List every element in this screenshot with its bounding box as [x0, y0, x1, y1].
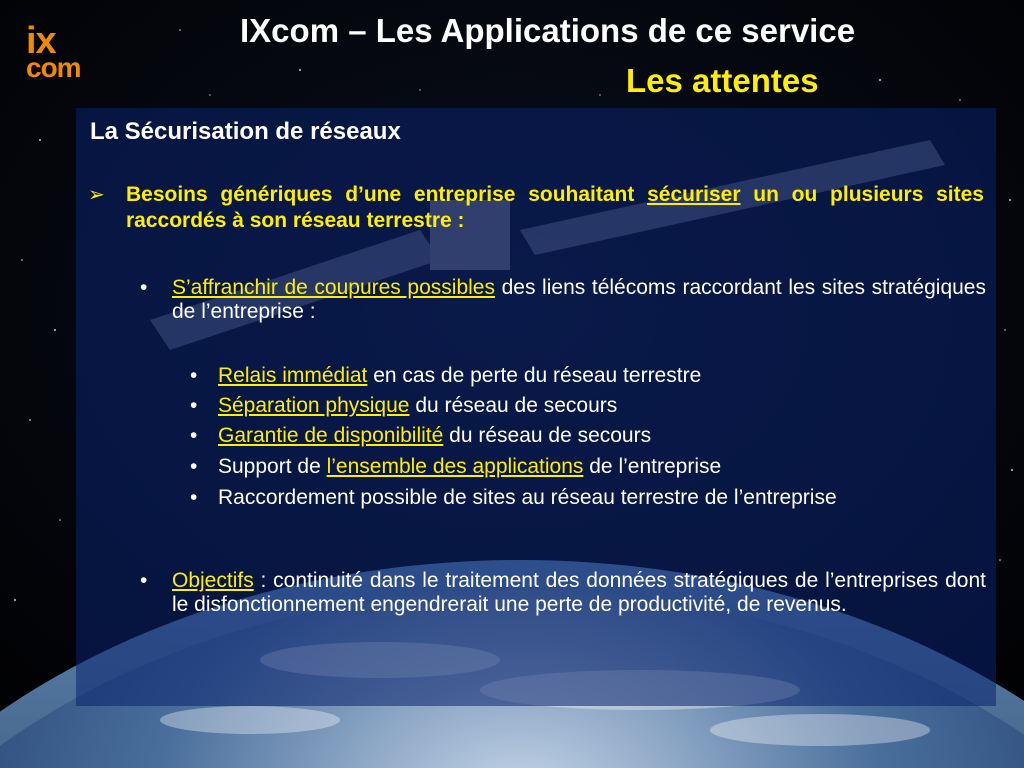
subitem-relais	[190, 364, 986, 388]
subitem-garantie	[190, 424, 986, 448]
arrow-bullet-icon: ➢	[88, 184, 105, 206]
dot-bullet-icon: •	[190, 424, 198, 447]
dot-bullet-icon: •	[140, 569, 148, 592]
point-objectifs	[140, 569, 986, 617]
intro-bullet	[88, 182, 984, 234]
section-heading: La Sécurisation de réseaux	[90, 118, 401, 145]
subitem-before: Raccordement possible de sites au réseau terrestre de l’entreprise	[218, 486, 837, 509]
subitem-text	[218, 424, 986, 448]
ixcom-logo	[26, 22, 81, 82]
logo-ix-text: ix	[26, 20, 56, 62]
point-affranchir-rest: des liens télécoms raccordant les sites stratégiques de l’entreprise :	[172, 276, 986, 323]
subitem-after: du réseau de secours	[409, 394, 618, 417]
subitem-text	[218, 486, 986, 510]
point-affranchir	[140, 276, 986, 324]
subitem-link: Séparation physique	[218, 394, 410, 417]
point-objectifs-link: Objectifs	[172, 569, 254, 592]
logo-com-text: com	[26, 52, 81, 83]
point-objectifs-text	[172, 569, 986, 617]
subitem-separation	[190, 394, 986, 418]
point-affranchir-link: S’affranchir de coupures possibles	[172, 276, 495, 299]
dot-bullet-icon: •	[190, 394, 198, 417]
slide-title: IXcom – Les Applications de ce service	[240, 12, 856, 49]
dot-bullet-icon: •	[190, 364, 198, 387]
slide-subtitle: Les attentes	[626, 62, 819, 99]
subitem-after: en cas de perte du réseau terrestre	[367, 364, 702, 387]
subitem-support	[190, 455, 986, 479]
subitem-link: Relais immédiat	[218, 364, 368, 387]
point-objectifs-rest: : continuité dans le traitement des données stratégiques de l’entreprises dont le disfonctionnement engendrerait une perte de productivité, de revenus.	[172, 569, 986, 616]
subitem-link: l’ensemble des applications	[326, 455, 584, 478]
intro-text	[126, 182, 984, 234]
subitem-after: du réseau de secours	[443, 424, 652, 447]
intro-text-after: un ou plusieurs sites raccordés à son réseau terrestre :	[126, 183, 984, 232]
point-affranchir-text	[172, 276, 986, 324]
subitem-link: Garantie de disponibilité	[218, 424, 444, 447]
subitem-after: de l’entreprise	[583, 455, 722, 478]
dot-bullet-icon: •	[190, 486, 198, 509]
subitem-before: Support de	[218, 455, 327, 478]
subitem-text	[218, 364, 986, 388]
subitem-text	[218, 455, 986, 479]
subitem-text	[218, 394, 986, 418]
dot-bullet-icon: •	[190, 455, 198, 478]
subitem-raccordement	[190, 486, 986, 510]
intro-text-before: Besoins génériques d’une entreprise souhaitant	[126, 183, 648, 206]
intro-link-securiser: sécuriser	[647, 183, 741, 206]
dot-bullet-icon: •	[140, 276, 148, 299]
